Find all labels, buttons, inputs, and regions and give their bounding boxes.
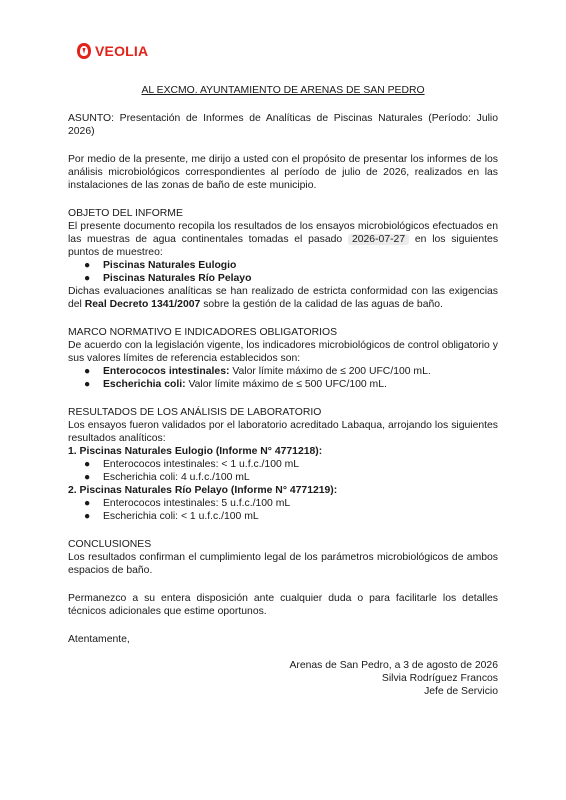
- sample-date-chip[interactable]: 2026-07-27: [348, 234, 409, 245]
- result-line: Enterococos intestinales: < 1 u.f.c./100 mL: [103, 459, 300, 470]
- conclusiones-heading: CONCLUSIONES: [68, 539, 152, 550]
- marco-heading: MARCO NORMATIVO E INDICADORES OBLIGATORIOS: [68, 327, 338, 338]
- bullet-icon: ●: [84, 260, 91, 271]
- sampling-point: Piscinas Naturales Eulogio: [103, 260, 237, 271]
- intro-paragraph: Por medio de la presente, me dirijo a usted con el propósito de presentar los informes de los análisis microbiológicos correspondientes al período de julio de 2026, realizados en las instalaciones de las zonas de baño de este municipio.: [68, 154, 498, 191]
- indicators-list: [68, 365, 498, 391]
- objeto-text-before: El presente documento recopila los resultados de los ensayos microbiológicos efectuados en las muestras de agua continentales tomadas el pasado: [68, 221, 498, 245]
- signature-block: [68, 659, 498, 698]
- veolia-logo-icon: [76, 42, 92, 60]
- addressee-line: AL EXCMO. AYUNTAMIENTO DE ARENAS DE SAN PEDRO: [141, 85, 425, 96]
- result-line: Escherichia coli: 4 u.f.c./100 mL: [103, 472, 250, 483]
- resultados-heading: RESULTADOS DE LOS ANÁLISIS DE LABORATORIO: [68, 407, 322, 418]
- compliance-paragraph: [68, 285, 498, 311]
- result-line: Enterococos intestinales: 5 u.f.c./100 mL: [103, 498, 291, 509]
- decree-reference: Real Decreto 1341/2007: [84, 299, 201, 310]
- list-item: [68, 378, 498, 391]
- list-item: [68, 458, 498, 471]
- compliance-text-after: sobre la gestión de la calidad de las aguas de baño.: [203, 299, 443, 310]
- result-line: Escherichia coli: < 1 u.f.c./100 mL: [103, 511, 259, 522]
- sampling-points-list: [68, 259, 498, 285]
- list-item: [68, 497, 498, 510]
- bullet-icon: ●: [84, 379, 91, 390]
- resultados-intro: Los ensayos fueron validados por el laboratorio acreditado Labaqua, arrojando los siguientes resultados analíticos:: [68, 420, 498, 444]
- sampling-point: Piscinas Naturales Río Pelayo: [103, 273, 252, 284]
- objeto-paragraph: [68, 220, 498, 259]
- bullet-icon: ●: [84, 366, 91, 377]
- report-title: 1. Piscinas Naturales Eulogio (Informe N° 4771218):: [68, 446, 323, 457]
- compliance-text-before: Dichas evaluaciones analíticas se han realizado de estricta conformidad con las exigencias del: [68, 286, 498, 310]
- marco-intro: De acuerdo con la legislación vigente, los indicadores microbiológicos de control obligatorio y sus valores límites de referencia establecidos son:: [68, 340, 498, 364]
- list-item: [68, 272, 498, 285]
- indicator-name: Enterococos intestinales:: [103, 366, 230, 377]
- report-results-list: [68, 497, 498, 523]
- conclusiones-text: Los resultados confirman el cumplimiento legal de los parámetros microbiológicos de ambos espacios de baño.: [68, 552, 498, 576]
- conclusiones-section: [68, 538, 498, 577]
- list-item: [68, 259, 498, 272]
- subject-line: ASUNTO: Presentación de Informes de Analíticas de Piscinas Naturales (Período: Julio 2026): [68, 113, 498, 137]
- indicator-limit: Valor límite máximo de ≤ 500 UFC/100 mL.: [188, 379, 387, 390]
- list-item: [68, 471, 498, 484]
- list-item: [68, 365, 498, 378]
- place-date-line: Arenas de San Pedro, a 3 de agosto de 2026: [289, 660, 498, 671]
- bullet-icon: ●: [84, 472, 91, 483]
- signatory-role: Jefe de Servicio: [424, 686, 498, 697]
- veolia-logo: [76, 42, 148, 60]
- resultados-section: [68, 406, 498, 523]
- report-results-list: [68, 458, 498, 484]
- logo-wordmark: VEOLIA: [95, 42, 149, 59]
- farewell-line: Atentamente,: [68, 634, 130, 645]
- list-item: [68, 510, 498, 523]
- objeto-heading: OBJETO DEL INFORME: [68, 208, 183, 219]
- indicator-name: Escherichia coli:: [103, 379, 186, 390]
- letter-body: [68, 84, 498, 698]
- availability-paragraph: Permanezco a su entera disposición ante cualquier duda o para facilitarle los detalles técnicos adicionales que estime oportunos.: [68, 593, 498, 617]
- indicator-limit: Valor límite máximo de ≤ 200 UFC/100 mL.: [232, 366, 431, 377]
- marco-section: [68, 326, 498, 391]
- signatory-name: Silvia Rodríguez Francos: [381, 673, 498, 684]
- bullet-icon: ●: [84, 459, 91, 470]
- objeto-section: [68, 207, 498, 311]
- bullet-icon: ●: [84, 511, 91, 522]
- report-title: 2. Piscinas Naturales Río Pelayo (Informe N° 4771219):: [68, 485, 338, 496]
- bullet-icon: ●: [84, 498, 91, 509]
- bullet-icon: ●: [84, 273, 91, 284]
- objeto-text-after: en los siguientes puntos de muestreo:: [68, 234, 499, 258]
